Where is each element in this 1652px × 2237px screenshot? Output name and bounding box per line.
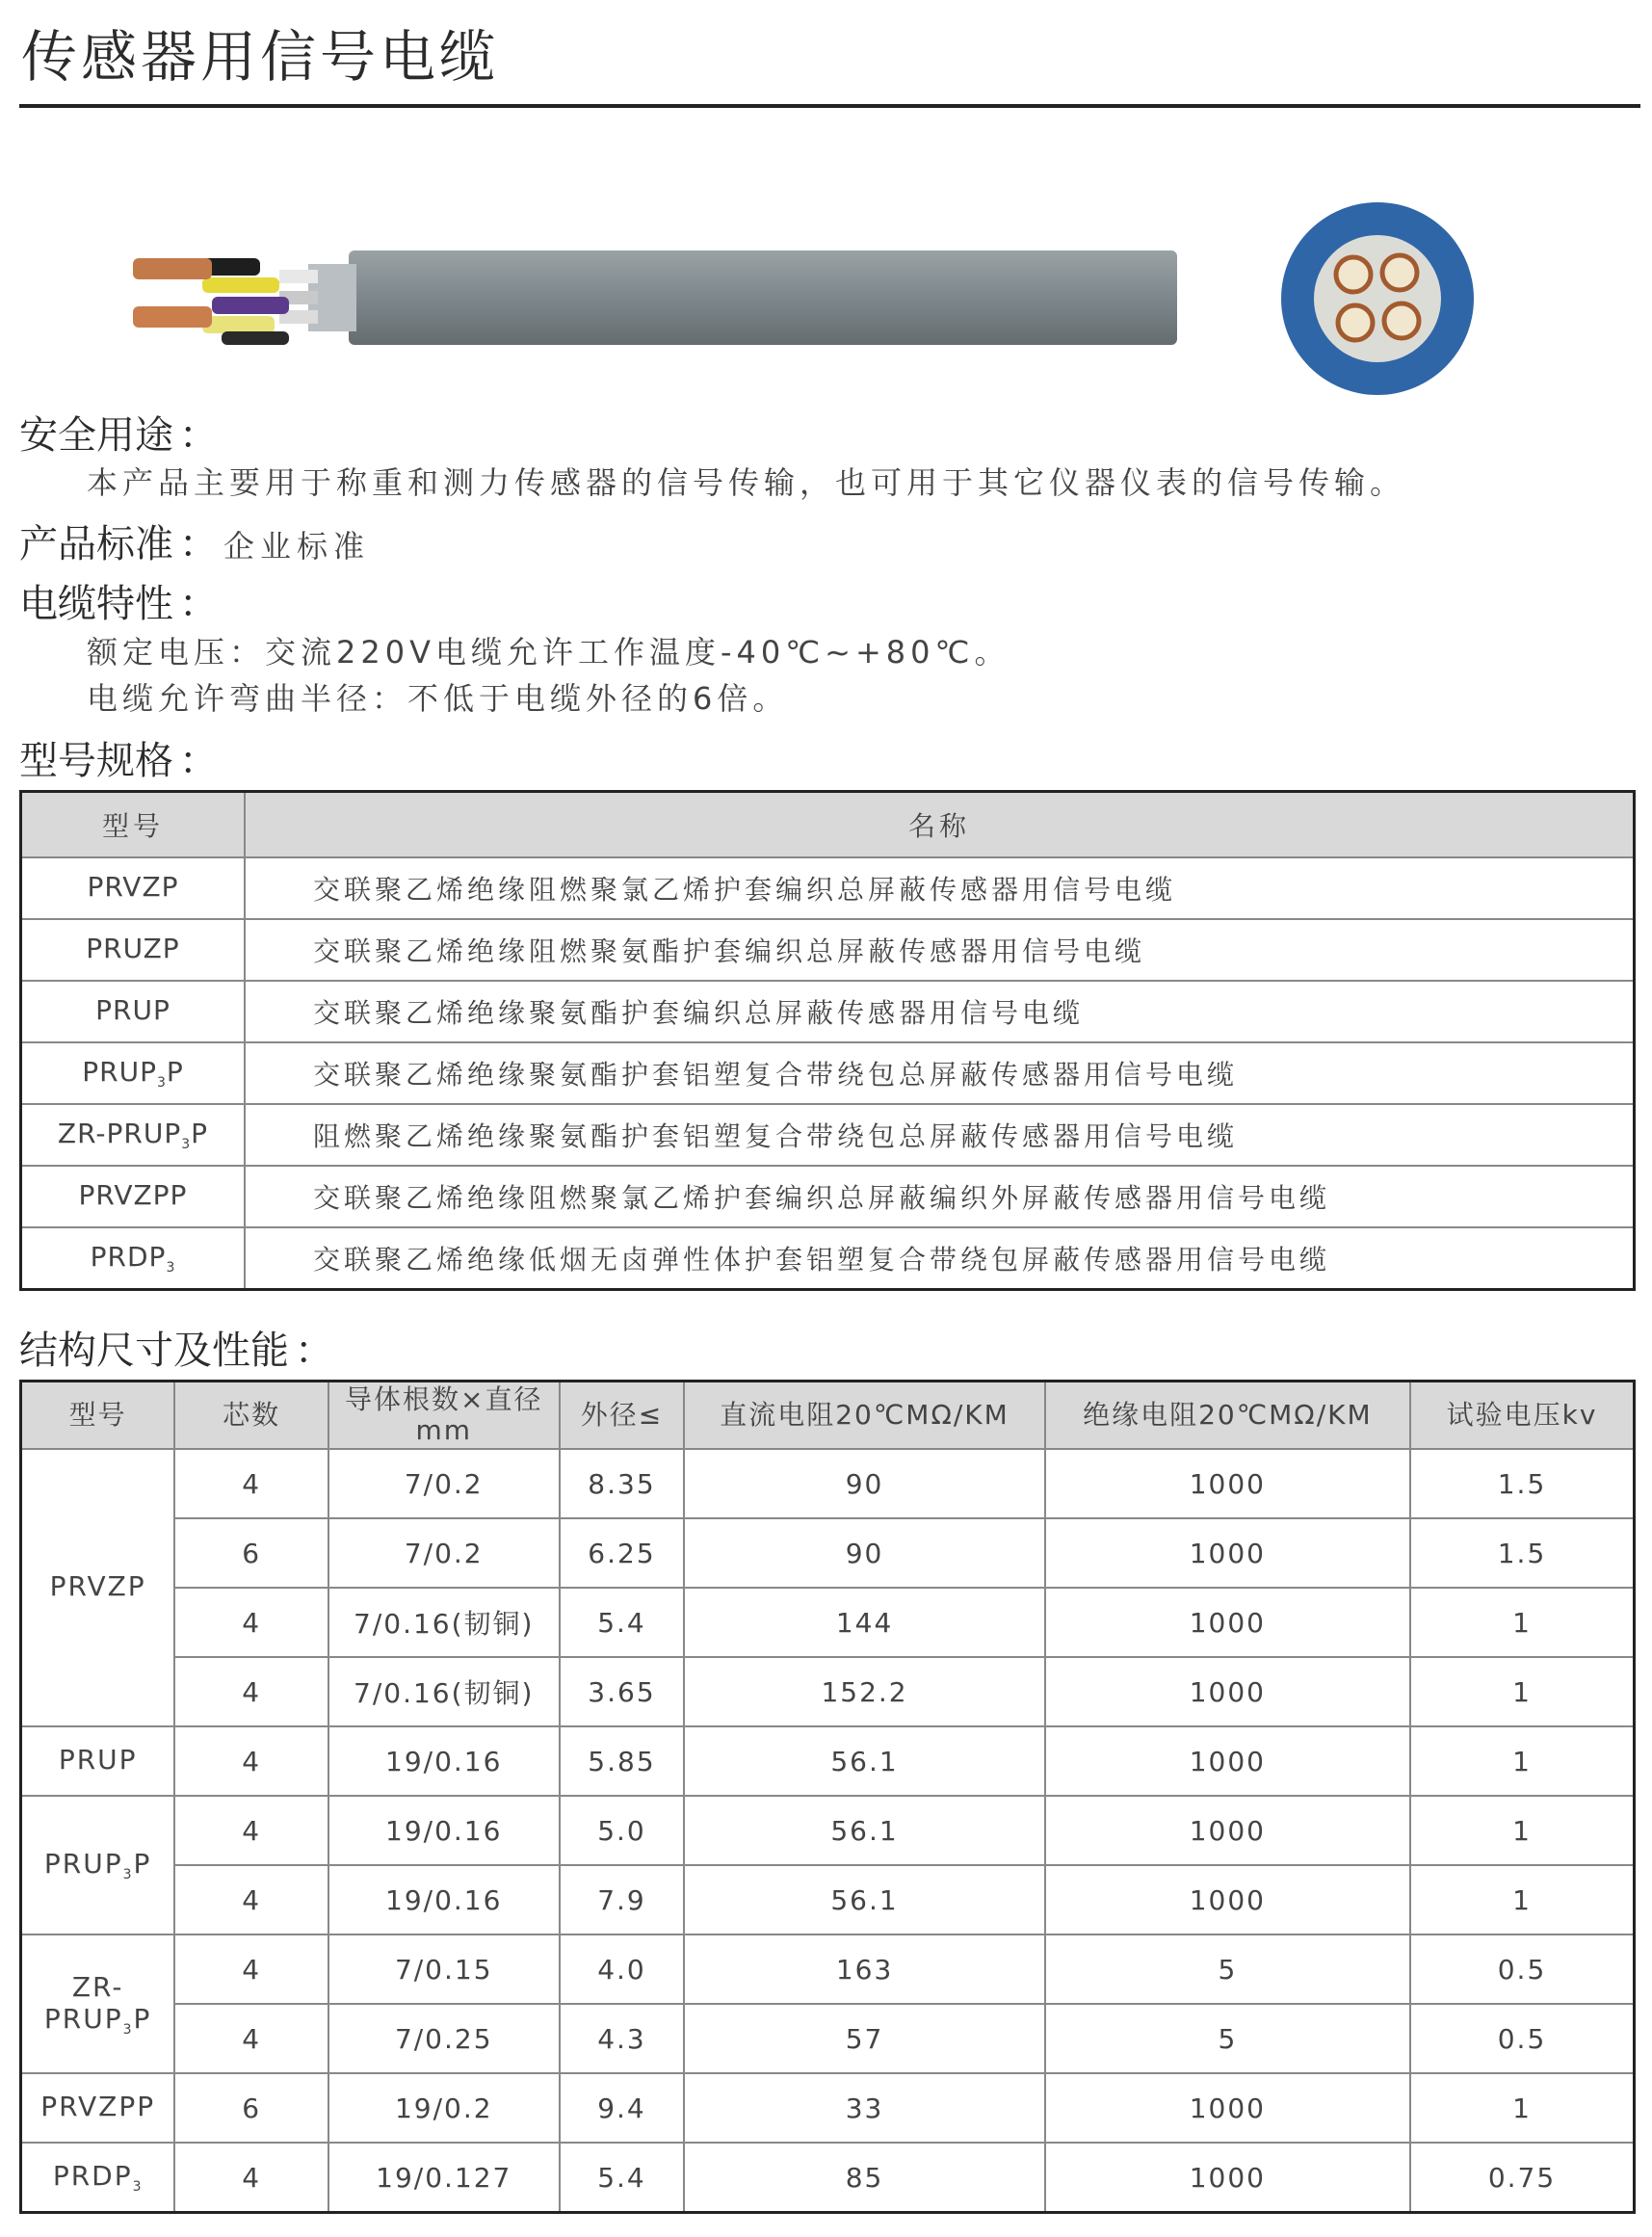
table-row xyxy=(21,1657,1635,1726)
spec-insulation-resistance: 1000 xyxy=(1045,2143,1410,2213)
table-row xyxy=(21,1042,1635,1104)
spec-header-test-voltage: 试验电压kv xyxy=(1410,1382,1634,1450)
table-row xyxy=(21,981,1635,1042)
spec-test-voltage: 1 xyxy=(1410,1588,1634,1657)
spec-conductor: 7/0.2 xyxy=(328,1449,560,1518)
spec-insulation-resistance: 5 xyxy=(1045,1934,1410,2004)
cable-cross-section xyxy=(1276,197,1479,400)
spec-conductor: 19/0.16 xyxy=(328,1726,560,1796)
spec-insulation-resistance: 1000 xyxy=(1045,1726,1410,1796)
specs-heading: 结构尺寸及性能 ： xyxy=(19,1329,333,1373)
model-name: 交联聚乙烯绝缘阻燃聚氯乙烯护套编织总屏蔽传感器用信号电缆 xyxy=(245,857,1635,919)
spec-outer-diameter: 6.25 xyxy=(560,1518,685,1588)
model-table xyxy=(19,790,1636,1291)
spec-conductor: 7/0.2 xyxy=(328,1518,560,1588)
spec-conductor: 7/0.25 xyxy=(328,2004,560,2073)
model-code: $PRUP_3P$ xyxy=(21,1042,246,1104)
usage-heading: 安全用途 ： xyxy=(19,413,218,458)
table-row xyxy=(21,1104,1635,1166)
model-code: PRVZP xyxy=(21,857,246,919)
spec-cores: 4 xyxy=(174,1934,328,2004)
spec-model-code: $PRDP_3$ xyxy=(21,2143,175,2213)
spec-cores: 4 xyxy=(174,1796,328,1865)
model-name: 交联聚乙烯绝缘低烟无卤弹性体护套铝塑复合带绕包屏蔽传感器用信号电缆 xyxy=(245,1227,1635,1290)
spec-cores: 4 xyxy=(174,1657,328,1726)
model-header-name: 名称 xyxy=(245,792,1635,858)
spec-outer-diameter: 3.65 xyxy=(560,1657,685,1726)
title-divider xyxy=(19,104,1640,108)
spec-insulation-resistance: 1000 xyxy=(1045,2073,1410,2143)
spec-outer-diameter: 7.9 xyxy=(560,1865,685,1934)
model-name: 交联聚乙烯绝缘阻燃聚氯乙烯护套编织总屏蔽编织外屏蔽传感器用信号电缆 xyxy=(245,1166,1635,1227)
spec-outer-diameter: 5.0 xyxy=(560,1796,685,1865)
model-name: 交联聚乙烯绝缘聚氨酯护套编织总屏蔽传感器用信号电缆 xyxy=(245,981,1635,1042)
spec-model-code: $PRUP_3P$ xyxy=(21,1796,175,1934)
spec-test-voltage: 0.5 xyxy=(1410,1934,1634,2004)
spec-insulation-resistance: 1000 xyxy=(1045,1796,1410,1865)
spec-header-insulation-resistance: 绝缘电阻20℃MΩ/KM xyxy=(1045,1382,1410,1450)
standard-heading: 产品标准 ： 企业标准 xyxy=(19,522,371,566)
spec-dc-resistance: 85 xyxy=(684,2143,1044,2213)
spec-insulation-resistance: 1000 xyxy=(1045,1865,1410,1934)
spec-header-diameter: 外径≤ xyxy=(560,1382,685,1450)
table-row xyxy=(21,1796,1635,1865)
spec-test-voltage: 0.75 xyxy=(1410,2143,1634,2213)
table-row xyxy=(21,1726,1635,1796)
model-header-code: 型号 xyxy=(21,792,246,858)
table-row xyxy=(21,919,1635,981)
model-code: $PRDP_3$ xyxy=(21,1227,246,1290)
spec-test-voltage: 0.5 xyxy=(1410,2004,1634,2073)
spec-conductor: 7/0.15 xyxy=(328,1934,560,2004)
model-name: 交联聚乙烯绝缘聚氨酯护套铝塑复合带绕包总屏蔽传感器用信号电缆 xyxy=(245,1042,1635,1104)
spec-dc-resistance: 33 xyxy=(684,2073,1044,2143)
model-code: PRVZPP xyxy=(21,1166,246,1227)
table-row xyxy=(21,1166,1635,1227)
usage-text: 本产品主要用于称重和测力传感器的信号传输，也可用于其它仪器仪表的信号传输。 xyxy=(87,464,1406,501)
model-name: 阻燃聚乙烯绝缘聚氨酯护套铝塑复合带绕包总屏蔽传感器用信号电缆 xyxy=(245,1104,1635,1166)
spec-insulation-resistance: 1000 xyxy=(1045,1588,1410,1657)
spec-test-voltage: 1 xyxy=(1410,1657,1634,1726)
features-heading: 电缆特性 ： xyxy=(19,582,218,626)
spec-dc-resistance: 144 xyxy=(684,1588,1044,1657)
spec-header-conductor: 导体根数×直径 mm xyxy=(328,1382,560,1450)
spec-conductor: 19/0.16 xyxy=(328,1796,560,1865)
spec-cores: 4 xyxy=(174,2143,328,2213)
features-line-1: 额定电压：交流220V电缆允许工作温度-40℃~+80℃。 xyxy=(87,634,1010,671)
spec-outer-diameter: 5.4 xyxy=(560,2143,685,2213)
table-row xyxy=(21,2073,1635,2143)
spec-outer-diameter: 8.35 xyxy=(560,1449,685,1518)
spec-cores: 4 xyxy=(174,1588,328,1657)
spec-test-voltage: 1.5 xyxy=(1410,1518,1634,1588)
spec-insulation-resistance: 1000 xyxy=(1045,1518,1410,1588)
spec-test-voltage: 1 xyxy=(1410,1865,1634,1934)
spec-header-model: 型号 xyxy=(21,1382,175,1450)
spec-dc-resistance: 56.1 xyxy=(684,1726,1044,1796)
spec-outer-diameter: 5.4 xyxy=(560,1588,685,1657)
spec-insulation-resistance: 1000 xyxy=(1045,1449,1410,1518)
model-code: PRUP xyxy=(21,981,246,1042)
spec-dc-resistance: 90 xyxy=(684,1518,1044,1588)
spec-outer-diameter: 4.3 xyxy=(560,2004,685,2073)
spec-cores: 4 xyxy=(174,1449,328,1518)
spec-conductor: 19/0.16 xyxy=(328,1865,560,1934)
table-row xyxy=(21,2004,1635,2073)
table-row xyxy=(21,1588,1635,1657)
spec-header-cores: 芯数 xyxy=(174,1382,328,1450)
model-code: $ZR-PRUP_3P$ xyxy=(21,1104,246,1166)
spec-dc-resistance: 90 xyxy=(684,1449,1044,1518)
spec-outer-diameter: 5.85 xyxy=(560,1726,685,1796)
spec-cores: 4 xyxy=(174,1865,328,1934)
table-row xyxy=(21,1227,1635,1290)
spec-model-code: $ZR-PRUP_3P$ xyxy=(21,1934,175,2073)
spec-dc-resistance: 56.1 xyxy=(684,1796,1044,1865)
table-row xyxy=(21,1449,1635,1518)
standard-text: 企业标准 xyxy=(223,528,371,565)
spec-conductor: 19/0.127 xyxy=(328,2143,560,2213)
spec-outer-diameter: 4.0 xyxy=(560,1934,685,2004)
page-title: 传感器用信号电缆 xyxy=(21,24,500,90)
spec-insulation-resistance: 5 xyxy=(1045,2004,1410,2073)
models-heading: 型号规格 ： xyxy=(19,739,218,783)
spec-insulation-resistance: 1000 xyxy=(1045,1657,1410,1726)
spec-model-code: PRVZP xyxy=(21,1449,175,1726)
table-row xyxy=(21,857,1635,919)
spec-test-voltage: 1 xyxy=(1410,1796,1634,1865)
model-name: 交联聚乙烯绝缘阻燃聚氨酯护套编织总屏蔽传感器用信号电缆 xyxy=(245,919,1635,981)
spec-cores: 6 xyxy=(174,2073,328,2143)
spec-dc-resistance: 56.1 xyxy=(684,1865,1044,1934)
table-row xyxy=(21,1865,1635,1934)
spec-model-code: PRVZPP xyxy=(21,2073,175,2143)
spec-test-voltage: 1 xyxy=(1410,1726,1634,1796)
cable-photo xyxy=(125,231,1185,376)
spec-dc-resistance: 57 xyxy=(684,2004,1044,2073)
spec-header-dc-resistance: 直流电阻20℃MΩ/KM xyxy=(684,1382,1044,1450)
spec-cores: 6 xyxy=(174,1518,328,1588)
features-line-2: 电缆允许弯曲半径：不低于电缆外径的6倍。 xyxy=(87,680,789,717)
spec-model-code: PRUP xyxy=(21,1726,175,1796)
model-code: PRUZP xyxy=(21,919,246,981)
table-row xyxy=(21,1934,1635,2004)
table-row xyxy=(21,1518,1635,1588)
spec-dc-resistance: 163 xyxy=(684,1934,1044,2004)
spec-conductor: 7/0.16(韧铜) xyxy=(328,1588,560,1657)
spec-conductor: 19/0.2 xyxy=(328,2073,560,2143)
spec-test-voltage: 1.5 xyxy=(1410,1449,1634,1518)
spec-dc-resistance: 152.2 xyxy=(684,1657,1044,1726)
spec-test-voltage: 1 xyxy=(1410,2073,1634,2143)
spec-cores: 4 xyxy=(174,2004,328,2073)
spec-conductor: 7/0.16(韧铜) xyxy=(328,1657,560,1726)
spec-outer-diameter: 9.4 xyxy=(560,2073,685,2143)
table-row xyxy=(21,2143,1635,2213)
spec-cores: 4 xyxy=(174,1726,328,1796)
spec-table xyxy=(19,1380,1636,2214)
